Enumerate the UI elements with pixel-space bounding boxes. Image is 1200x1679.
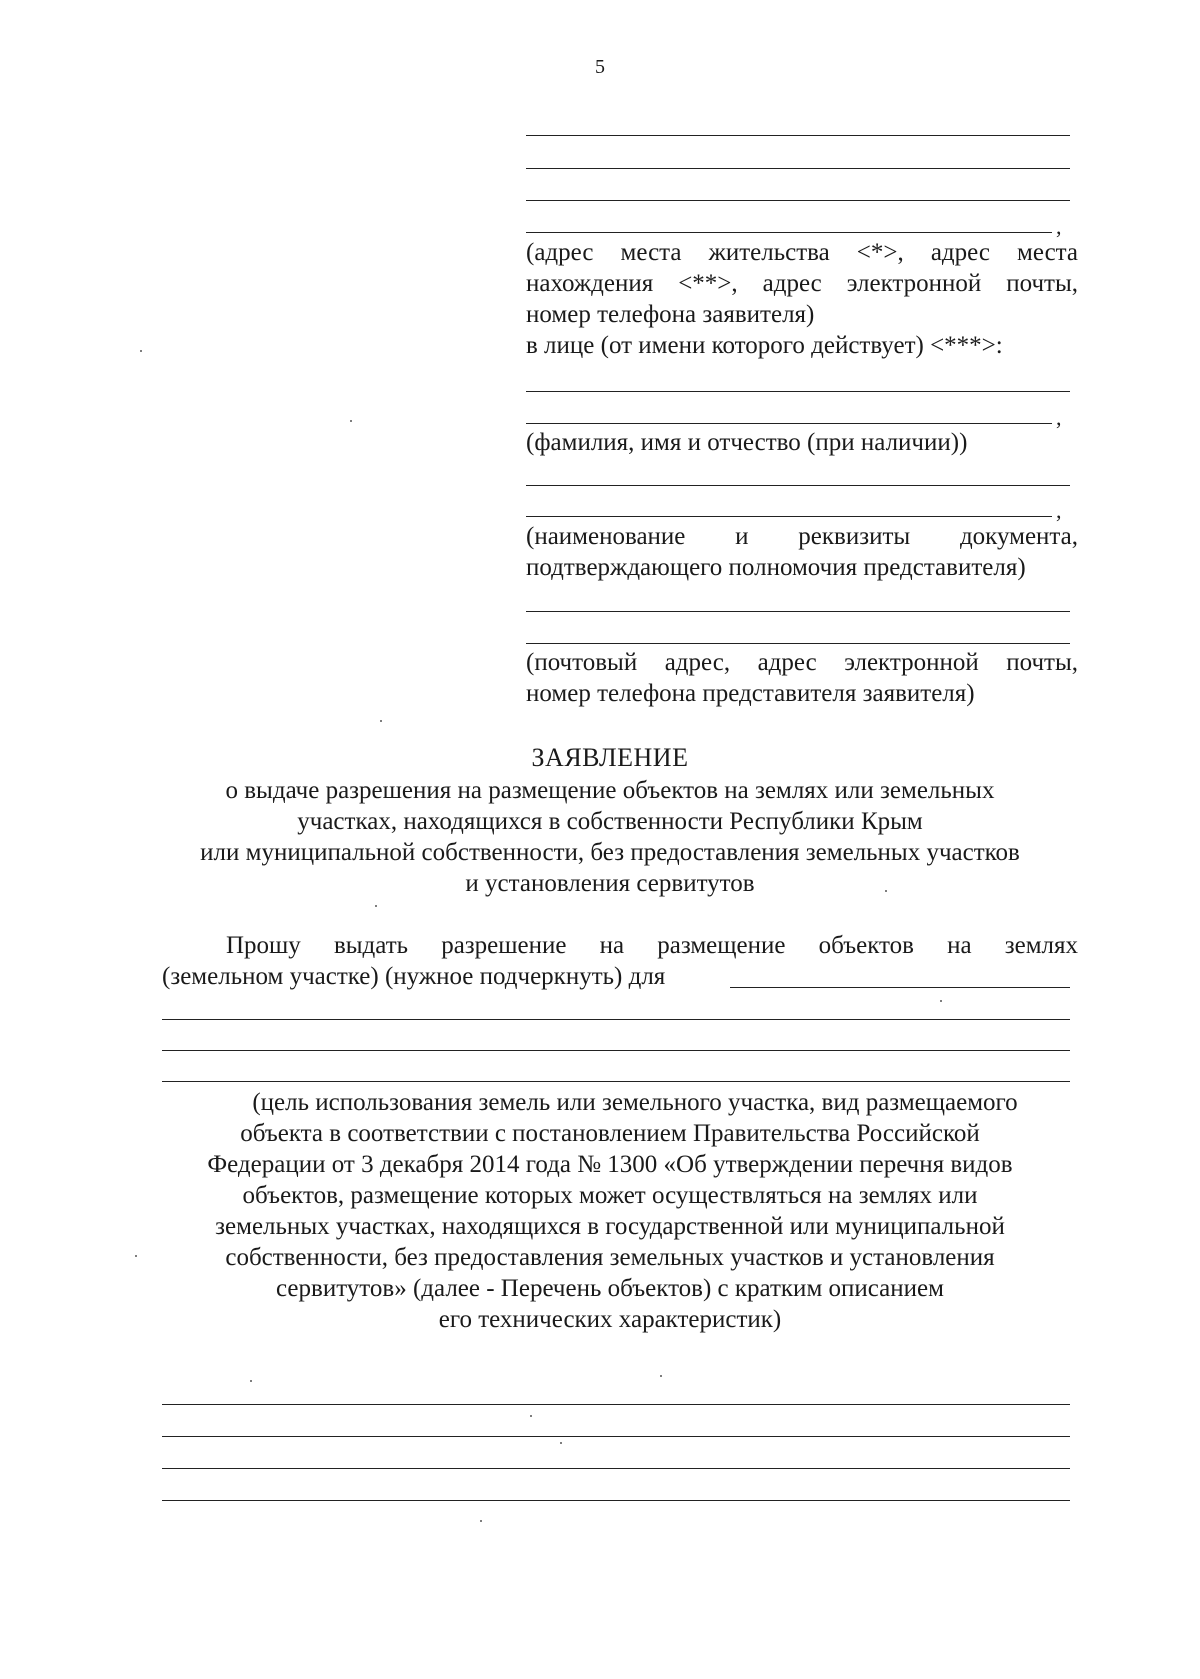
blank-line <box>526 485 1070 486</box>
scan-speck <box>885 890 887 892</box>
purpose-caption-line: объекта в соответствии с постановлением Правительства Российской <box>240 1120 980 1147</box>
blank-line <box>526 516 1052 517</box>
scan-speck <box>560 1442 562 1444</box>
scan-speck <box>940 1000 942 1002</box>
scan-speck <box>140 350 142 352</box>
document-caption-line: подтверждающего полномочия представителя) <box>526 554 1026 581</box>
scan-speck <box>380 720 382 722</box>
scan-speck <box>135 1255 137 1257</box>
blank-line <box>526 391 1070 392</box>
purpose-caption-line: объектов, размещение которых может осуществляться на землях или <box>242 1182 978 1209</box>
name-caption: (фамилия, имя и отчество (при наличии)) <box>526 429 968 456</box>
scan-speck <box>250 1380 252 1382</box>
scan-speck <box>350 420 352 422</box>
purpose-caption-line: сервитутов» (далее - Перечень объектов) с кратким описанием <box>276 1275 944 1302</box>
blank-line <box>526 611 1070 612</box>
scan-speck <box>660 1375 662 1377</box>
request-line: (земельном участке) (нужное подчеркнуть) для <box>162 963 666 990</box>
comma-mark: , <box>1056 214 1062 239</box>
purpose-caption-line: его технических характеристик) <box>438 1306 782 1333</box>
postal-caption-line: (почтовый адрес, адрес электронной почты, <box>526 649 1078 676</box>
scan-speck <box>530 1415 532 1417</box>
purpose-caption-line: Федерации от 3 декабря 2014 года № 1300 «Об утверждении перечня видов <box>207 1151 1013 1178</box>
statement-subtitle-line: о выдаче разрешения на размещение объектов на землях или земельных <box>225 777 995 804</box>
comma-mark: , <box>1056 405 1062 430</box>
blank-line <box>730 987 1070 988</box>
blank-line <box>162 1500 1070 1501</box>
purpose-caption-line: (цель использования земель или земельного участка, вид размещаемого <box>252 1089 1018 1116</box>
address-caption-line: (адрес места жительства <*>, адрес места <box>526 239 1078 266</box>
statement-subtitle-line: или муниципальной собственности, без предоставления земельных участков <box>200 839 1020 866</box>
page-number: 5 <box>595 56 605 78</box>
statement-subtitle-line: и установления сервитутов <box>465 870 755 897</box>
scan-speck <box>480 1520 482 1522</box>
postal-caption-line: номер телефона представителя заявителя) <box>526 680 975 707</box>
address-caption-line: номер телефона заявителя) <box>526 301 815 328</box>
purpose-caption-line: собственности, без предоставления земельных участков и установления <box>225 1244 995 1271</box>
scan-speck <box>375 905 377 907</box>
blank-line <box>526 135 1070 136</box>
blank-line <box>162 1019 1070 1020</box>
blank-line <box>526 643 1070 644</box>
purpose-caption-line: земельных участках, находящихся в государственной или муниципальной <box>215 1213 1005 1240</box>
blank-line <box>526 200 1070 201</box>
blank-line <box>162 1404 1070 1405</box>
statement-title: ЗАЯВЛЕНИЕ <box>531 743 689 772</box>
document-caption-line: (наименование и реквизиты документа, <box>526 523 1078 550</box>
blank-line <box>526 232 1052 233</box>
address-caption-line: нахождения <**>, адрес электронной почты, <box>526 270 1078 297</box>
comma-mark: , <box>1056 498 1062 523</box>
statement-subtitle-line: участках, находящихся в собственности Республики Крым <box>297 808 923 835</box>
representative-intro: в лице (от имени которого действует) <***>: <box>526 332 1003 359</box>
blank-line <box>526 423 1052 424</box>
request-line: Прошу выдать разрешение на размещение объектов на землях <box>226 932 1078 959</box>
blank-line <box>162 1436 1070 1437</box>
blank-line <box>526 168 1070 169</box>
blank-line <box>162 1468 1070 1469</box>
blank-line <box>162 1081 1070 1082</box>
blank-line <box>162 1050 1070 1051</box>
